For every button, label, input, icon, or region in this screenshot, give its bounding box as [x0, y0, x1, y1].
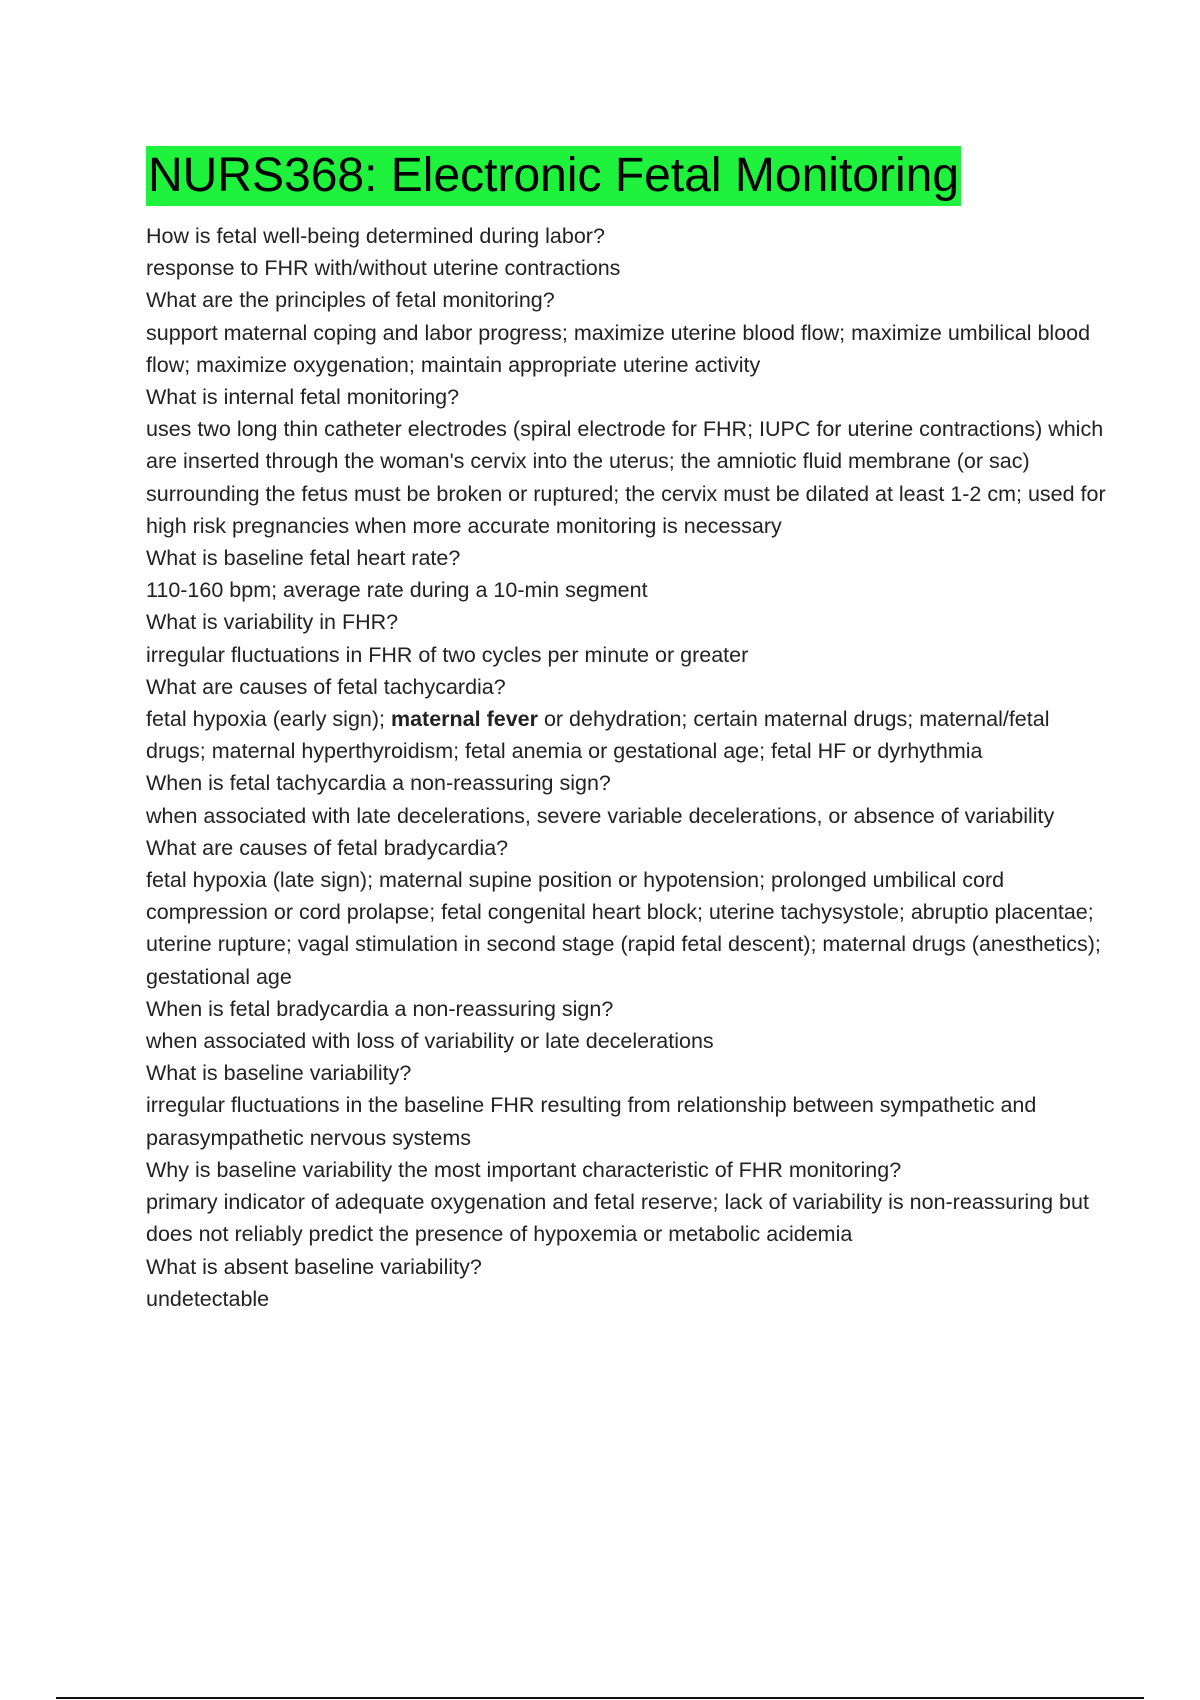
question-causes-tachycardia: What are causes of fetal tachycardia? — [146, 674, 506, 699]
answer-causes-tachycardia — [146, 703, 1106, 767]
bold-term: maternal fever — [390, 707, 538, 732]
answer-causes-bradycardia: fetal hypoxia (late sign); maternal supine position or hypotension; prolonged umbilical cord compression or cord prolapse; fetal congenital heart block; uterine tachysystole; abruptio placentae; uterine rupture; vagal stimulation in second stage (rapid fetal descent); maternal drugs (anesthetics); gestational age — [146, 868, 1101, 989]
footer-divider — [56, 1697, 1144, 1699]
question-variability-fhr: What is variability in FHR? — [146, 610, 399, 635]
question-tachycardia-nonreassuring: When is fetal tachycardia a non-reassuring sign? — [146, 771, 611, 796]
answer-principles-monitoring: support maternal coping and labor progress; maximize uterine blood flow; maximize umbilical blood flow; maximize oxygenation; maintain appropriate uterine activity — [146, 320, 1091, 377]
question-baseline-variability: What is baseline variability? — [146, 1061, 412, 1086]
question-baseline-fhr: What is baseline fetal heart rate? — [146, 546, 461, 571]
question-causes-bradycardia: What are causes of fetal bradycardia? — [146, 835, 509, 860]
question-principles-monitoring: What are the principles of fetal monitoring? — [146, 288, 555, 313]
question-internal-monitoring: What is internal fetal monitoring? — [146, 385, 460, 410]
answer-tachycardia-nonreassuring: when associated with late decelerations, severe variable decelerations, or absence of variability — [146, 803, 1055, 828]
answer-baseline-variability: irregular fluctuations in the baseline FHR resulting from relationship between sympathetic and parasympathetic nervous systems — [146, 1093, 1037, 1150]
answer-bradycardia-nonreassuring: when associated with loss of variability or late decelerations — [146, 1029, 714, 1054]
answer-internal-monitoring: uses two long thin catheter electrodes (spiral electrode for FHR; IUPC for uterine contractions) which are inserted through the woman's cervix into the uterus; the amniotic fluid membrane (or sac) surrounding the fetus must be broken or ruptured; the cervix must be dilated at least 1-2 cm; used for high risk pregnancies when more accurate monitoring is necessary — [146, 417, 1106, 538]
answer-text-segment: or dehydration; certain maternal drugs; maternal/fetal drugs; maternal hyperthyroidism; fetal anemia or gestational age; fetal HF or dyrhythmia — [146, 707, 1050, 764]
question-absent-variability: What is absent baseline variability? — [146, 1254, 482, 1279]
answer-absent-variability: undetectable — [146, 1286, 270, 1311]
question-bradycardia-nonreassuring: When is fetal bradycardia a non-reassuring sign? — [146, 996, 614, 1021]
question-variability-importance: Why is baseline variability the most important characteristic of FHR monitoring? — [146, 1157, 902, 1182]
document-title: NURS368: Electronic Fetal Monitoring — [146, 146, 961, 206]
answer-fetal-well-being: response to FHR with/without uterine contractions — [146, 256, 621, 281]
answer-text-segment: fetal hypoxia (early sign); — [146, 707, 391, 732]
document-body — [146, 220, 1106, 1315]
answer-variability-importance: primary indicator of adequate oxygenation and fetal reserve; lack of variability is non-reassuring but does not reliably predict the presence of hypoxemia or metabolic acidemia — [146, 1190, 1089, 1247]
answer-baseline-fhr: 110-160 bpm; average rate during a 10-min segment — [146, 578, 648, 603]
question-fetal-well-being: How is fetal well-being determined during labor? — [146, 224, 605, 248]
answer-variability-fhr: irregular fluctuations in FHR of two cycles per minute or greater — [146, 642, 749, 667]
